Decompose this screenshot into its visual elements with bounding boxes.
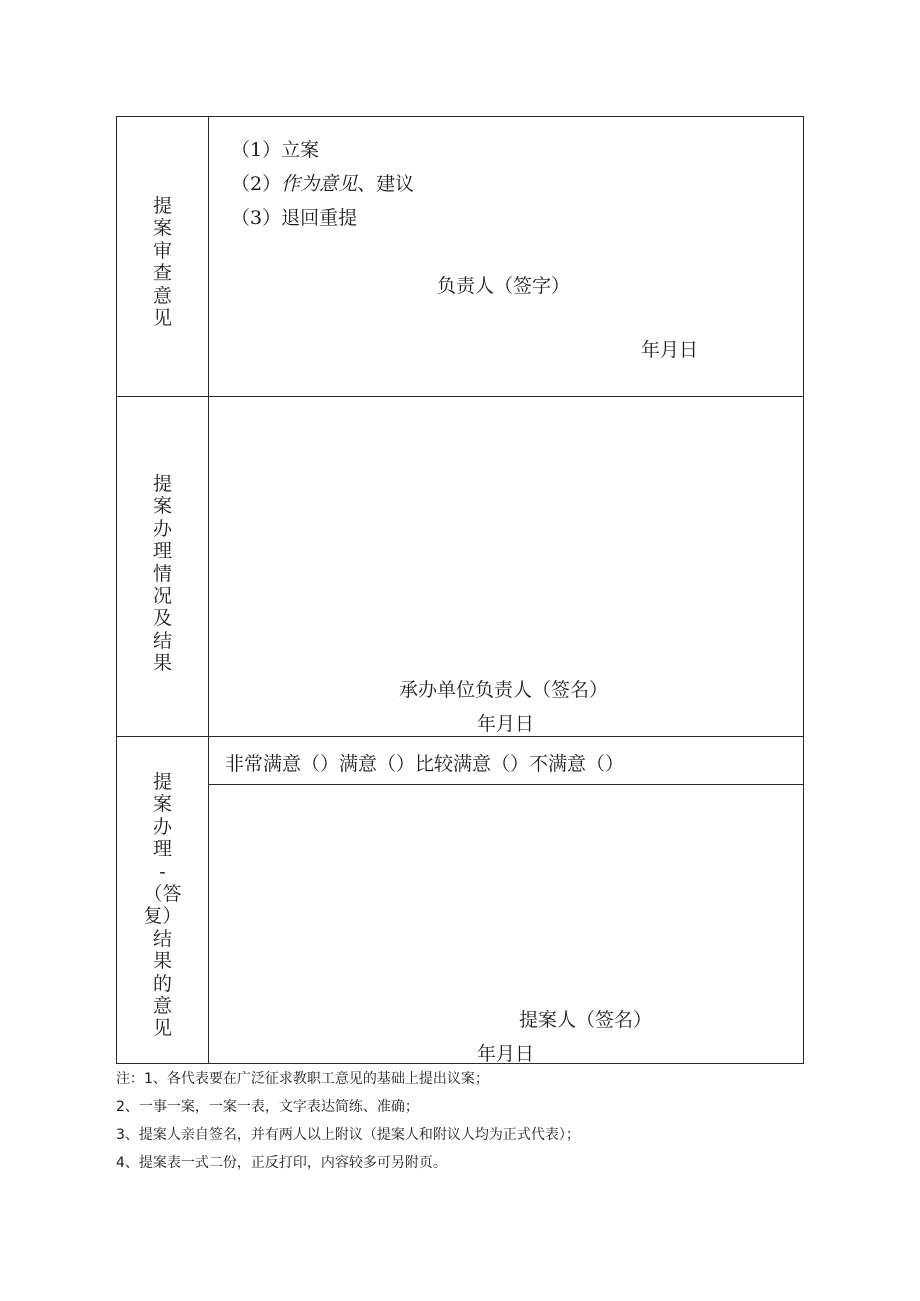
review-label: 提 案 审 查 意 见 [152, 195, 172, 330]
option-as-suggestion [231, 169, 414, 196]
proposal-form-table [116, 116, 804, 1064]
handling-row [117, 397, 803, 737]
handling-date-label: 年月日 [477, 713, 535, 735]
review-signer-label: 负责人（签字） [437, 275, 571, 297]
note-line: 2、一事一案，一案一表，文字表达简练、准确； [116, 1099, 419, 1115]
opinion-date-label: 年月日 [477, 1043, 535, 1065]
option-file-case: （1）立案 [231, 139, 320, 161]
opinion-label-cell [117, 737, 209, 1064]
option-as-suggestion-italic: 作为意见 [281, 173, 358, 195]
review-content-cell [209, 117, 803, 396]
handling-signer-label: 承办单位负责人（签名） [399, 679, 609, 701]
note-line: 注：1、各代表要在广泛征求教职工意见的基础上提出议案； [116, 1071, 489, 1087]
satisfaction-options: 非常满意（）满意（）比较满意（）不满意（） [225, 753, 625, 775]
opinion-content-cell [209, 737, 803, 1064]
review-label-cell [117, 117, 209, 396]
opinion-label: 提 案 办 理 - （答 复） 结 果 的 意 见 [143, 771, 182, 1040]
review-opinion-row [117, 117, 803, 397]
option-as-suggestion-prefix: （2） [231, 173, 282, 195]
review-date-label: 年月日 [641, 339, 699, 361]
option-as-suggestion-suffix: 、建议 [357, 173, 415, 195]
note-line: 3、提案人亲自签名，并有两人以上附议（提案人和附议人均为正式代表）； [116, 1127, 580, 1143]
opinion-row [117, 737, 803, 1064]
handling-label-cell [117, 397, 209, 736]
option-return: （3）退回重提 [231, 207, 358, 229]
handling-content-cell [209, 397, 803, 736]
note-line: 4、提案表一式二份，正反打印，内容较多可另附页。 [116, 1155, 447, 1171]
handling-label: 提 案 办 理 情 况 及 结 果 [152, 473, 172, 675]
opinion-signer-label: 提案人（签名） [519, 1009, 653, 1031]
